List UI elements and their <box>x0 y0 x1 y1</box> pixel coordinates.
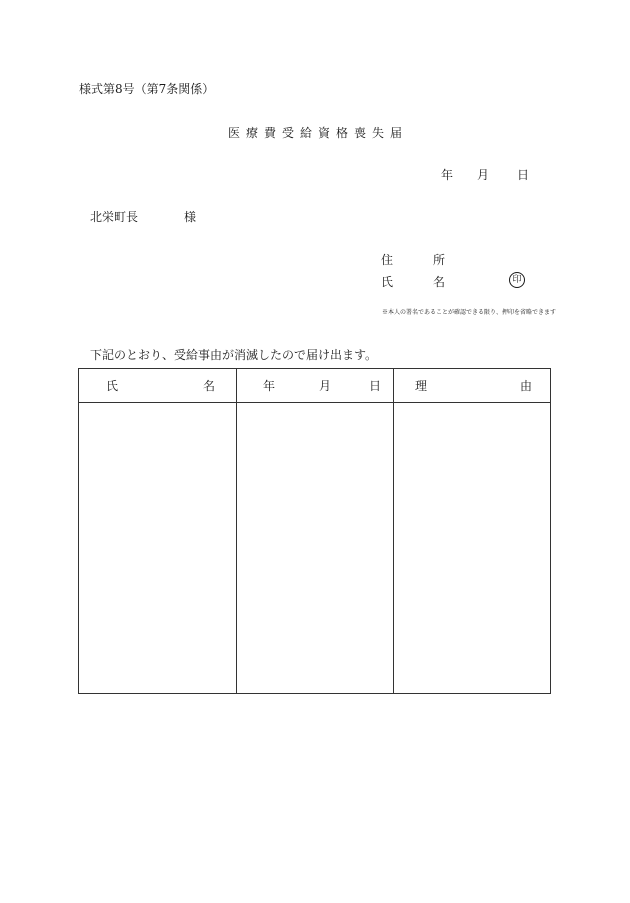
header-date-month: 月 <box>319 379 332 393</box>
header-name-first: 氏 <box>106 379 119 393</box>
header-name <box>79 369 236 402</box>
header-reason <box>394 369 551 402</box>
header-reason-second: 由 <box>520 379 533 393</box>
header-date <box>237 369 393 402</box>
intro-text: 下記のとおり、受給事由が消滅したので届け出ます。 <box>90 348 378 362</box>
header-date-year: 年 <box>263 379 276 393</box>
date-month-label: 月 <box>477 168 490 182</box>
loss-details-table <box>78 368 551 694</box>
date-year-label: 年 <box>441 168 454 182</box>
date-entry-cell[interactable] <box>237 403 393 693</box>
seal-omission-note: ※本人の署名であることが確認できる限り、押印を省略できます <box>382 309 557 316</box>
reason-entry-cell[interactable] <box>394 403 551 693</box>
page-title: 医療費受給資格喪失届 <box>228 126 409 140</box>
form-number: 様式第8号（第7条関係） <box>79 82 215 96</box>
addressee-name: 北栄町長 <box>90 210 139 224</box>
applicant-name-label: 氏 名 <box>381 275 460 289</box>
header-reason-first: 理 <box>415 379 428 393</box>
seal-mark-icon: 印 <box>509 272 525 288</box>
header-name-second: 名 <box>203 379 216 393</box>
address-label: 住 所 <box>381 253 460 267</box>
date-day-label: 日 <box>517 168 530 182</box>
addressee-honorific: 様 <box>184 210 197 224</box>
addressee <box>90 208 196 225</box>
header-date-day: 日 <box>369 379 382 393</box>
name-entry-cell[interactable] <box>79 403 236 693</box>
date-line <box>441 166 529 183</box>
